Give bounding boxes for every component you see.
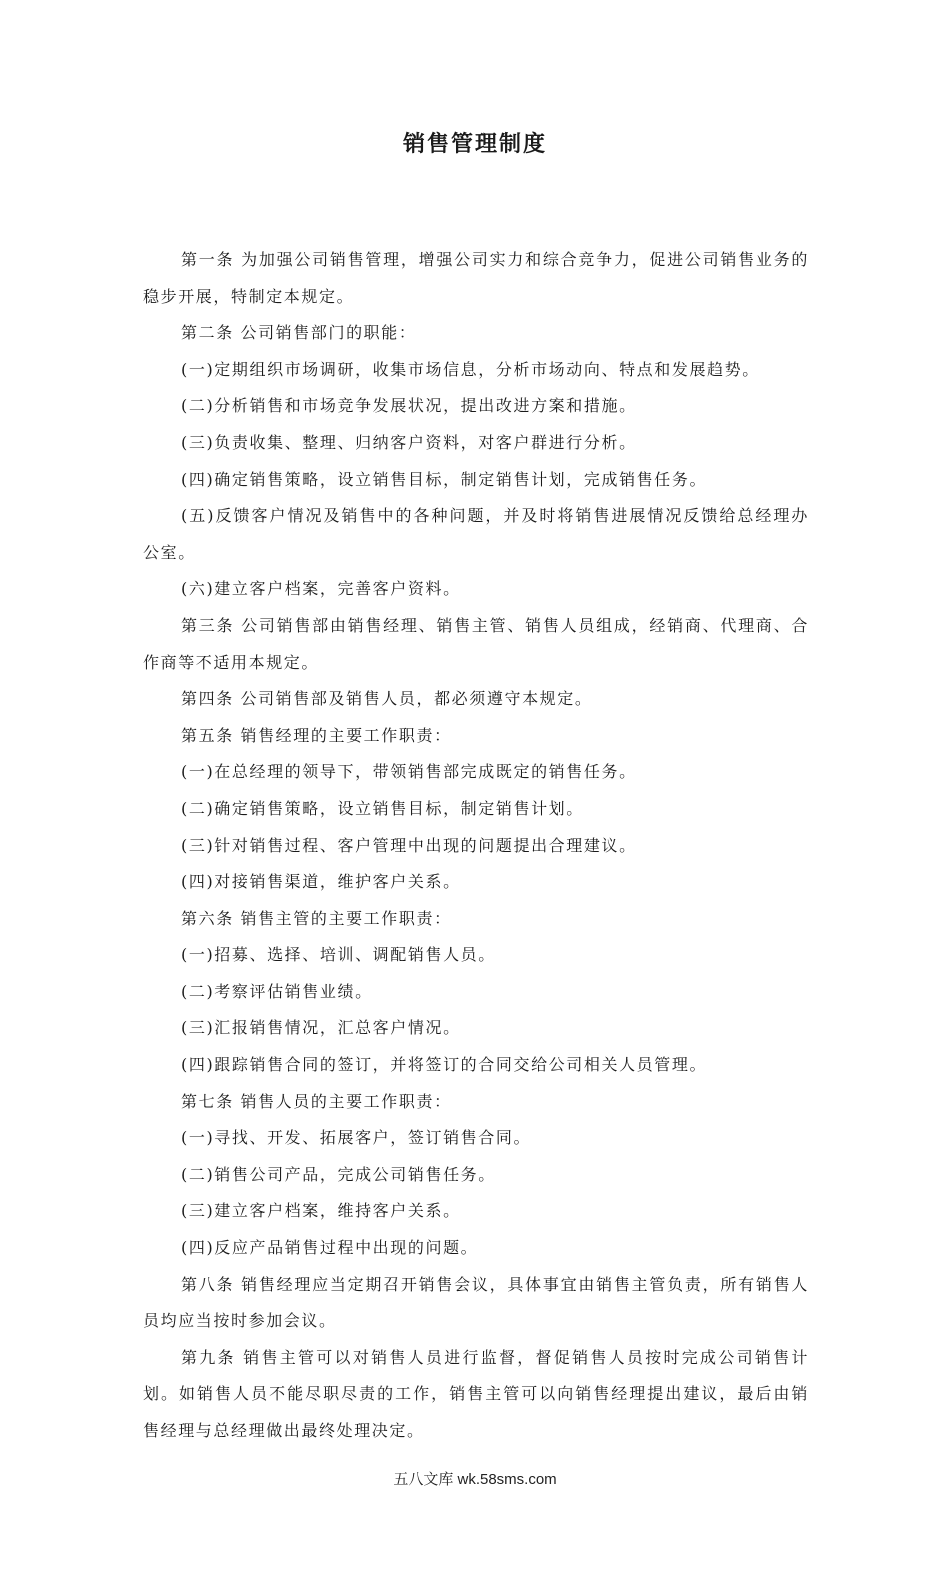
paragraph: (四)对接销售渠道，维护客户关系。 <box>181 872 461 892</box>
paragraph: (三)针对销售过程、客户管理中出现的问题提出合理建议。 <box>181 835 637 855</box>
paragraph: (二)确定销售策略，设立销售目标，制定销售计划。 <box>181 798 584 818</box>
paragraph: (三)汇报销售情况，汇总客户情况。 <box>181 1018 461 1038</box>
footer-watermark: 五八文库 wk.58sms.com <box>393 1471 557 1488</box>
document-title: 销售管理制度 <box>402 131 547 157</box>
paragraph: (一)寻找、开发、拓展客户，签订销售合同。 <box>181 1128 532 1148</box>
paragraph: 第二条 公司销售部门的职能： <box>181 323 417 343</box>
paragraph: (一)招募、选择、培训、调配销售人员。 <box>181 945 496 965</box>
paragraph: (一)定期组织市场调研，收集市场信息，分析市场动向、特点和发展趋势。 <box>181 359 760 379</box>
paragraph: 第七条 销售人员的主要工作职责： <box>181 1091 452 1111</box>
paragraph: (一)在总经理的领导下，带领销售部完成既定的销售任务。 <box>181 762 637 782</box>
paragraph: (五)反馈客户情况及销售中的各种问题，并及时将销售进展情况反馈给总经理办公室。 <box>143 506 809 562</box>
document-body <box>143 242 809 1450</box>
paragraph: 第九条 销售主管可以对销售人员进行监督，督促销售人员按时完成公司销售计划。如销售人员不能尽职尽责的工作，销售主管可以向销售经理提出建议，最后由销售经理与总经理做出最终处理决定。 <box>143 1347 809 1440</box>
paragraph: 第三条 公司销售部由销售经理、销售主管、销售人员组成，经销商、代理商、合作商等不适用本规定。 <box>143 615 809 672</box>
paragraph: (三)负责收集、整理、归纳客户资料，对客户群进行分析。 <box>181 432 637 452</box>
paragraph: (四)确定销售策略，设立销售目标，制定销售计划，完成销售任务。 <box>181 469 708 489</box>
paragraph: 第八条 销售经理应当定期召开销售会议，具体事宜由销售主管负责，所有销售人员均应当按时参加会议。 <box>143 1274 809 1331</box>
paragraph: (二)分析销售和市场竞争发展状况，提出改进方案和措施。 <box>181 396 637 416</box>
paragraph: (四)跟踪销售合同的签订，并将签订的合同交给公司相关人员管理。 <box>181 1055 708 1075</box>
paragraph: (二)销售公司产品，完成公司销售任务。 <box>181 1164 496 1184</box>
paragraph: (六)建立客户档案，完善客户资料。 <box>181 579 461 599</box>
paragraph: (三)建立客户档案，维持客户关系。 <box>181 1201 461 1221</box>
paragraph: 第一条 为加强公司销售管理，增强公司实力和综合竞争力，促进公司销售业务的稳步开展，特制定本规定。 <box>143 250 809 306</box>
paragraph: (二)考察评估销售业绩。 <box>181 981 373 1001</box>
paragraph: 第五条 销售经理的主要工作职责： <box>181 725 452 745</box>
paragraph: 第四条 公司销售部及销售人员，都必须遵守本规定。 <box>181 689 593 709</box>
paragraph: (四)反应产品销售过程中出现的问题。 <box>181 1238 479 1258</box>
paragraph: 第六条 销售主管的主要工作职责： <box>181 908 452 928</box>
